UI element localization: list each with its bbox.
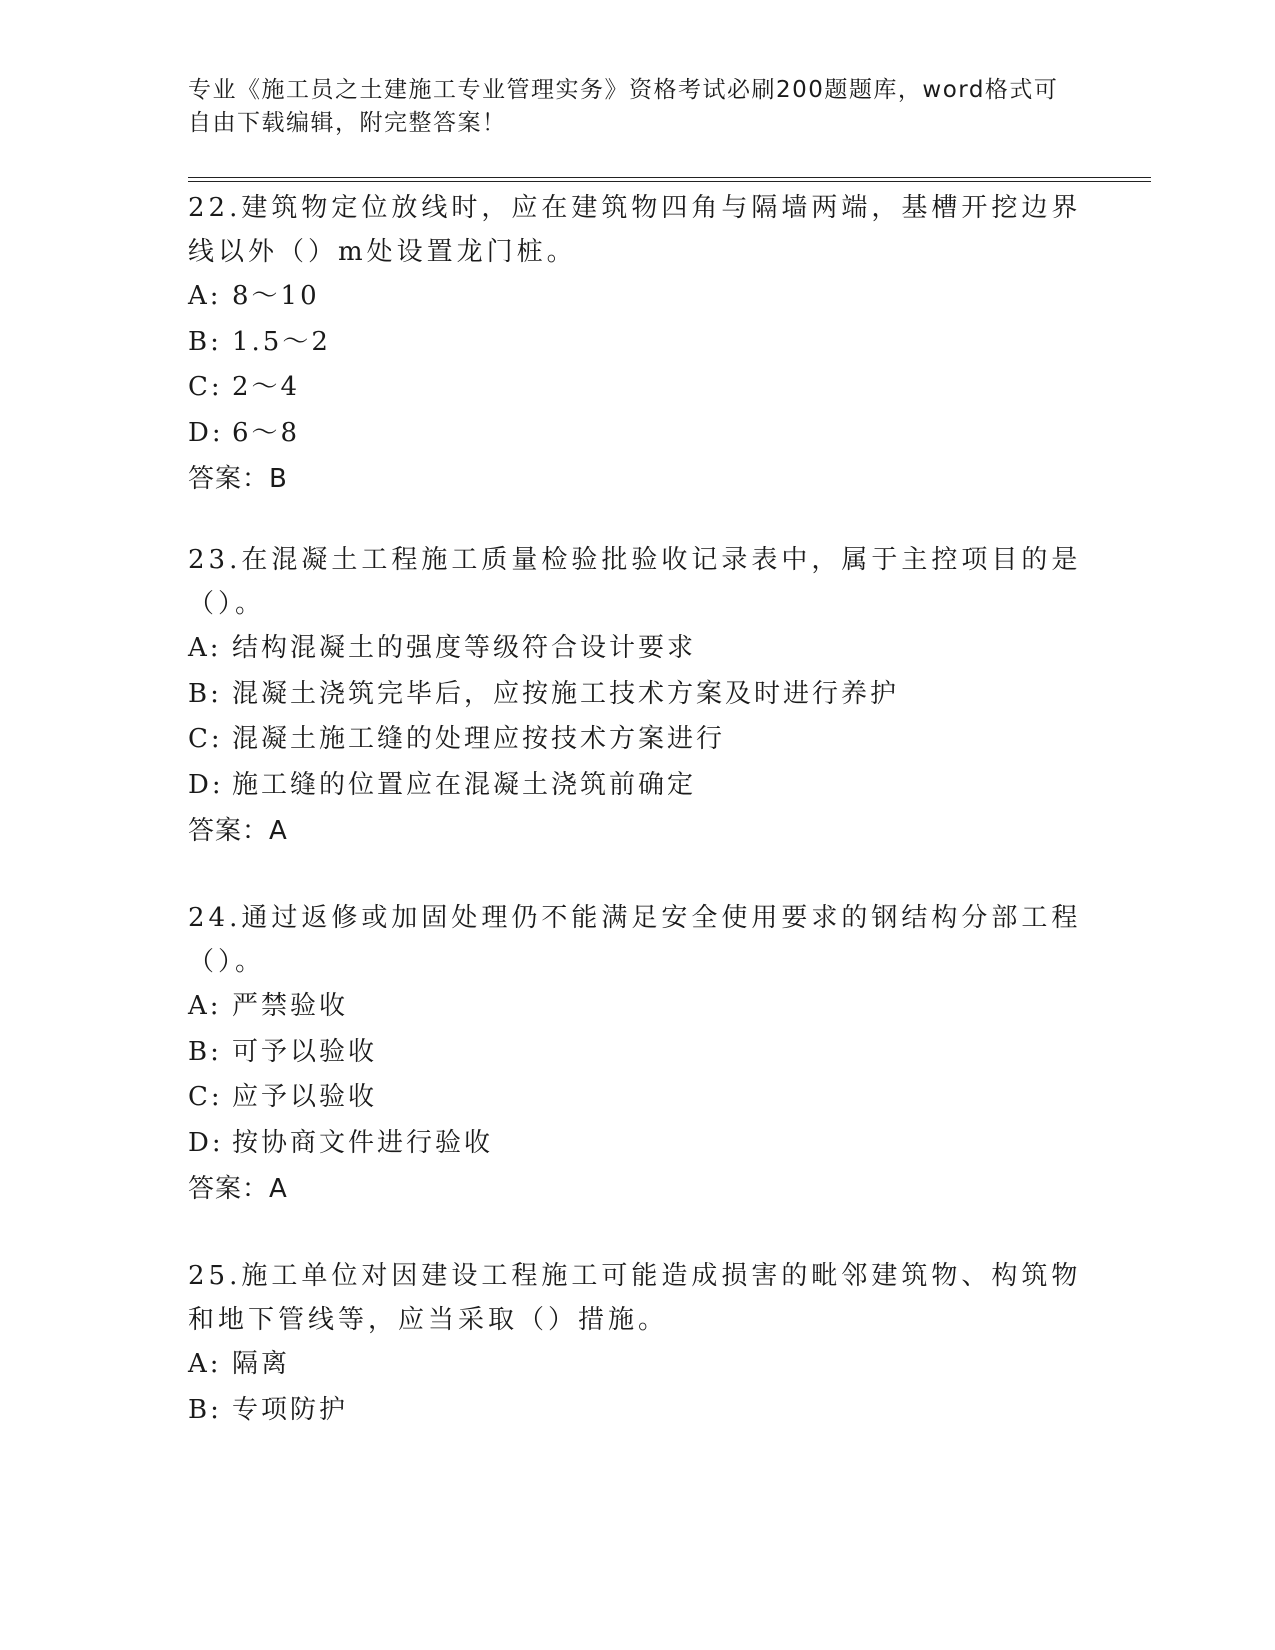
- option-text: 施工缝的位置应在混凝土浇筑前确定: [232, 769, 697, 800]
- option-c: [188, 365, 1088, 411]
- answer: 答案：B: [188, 464, 288, 494]
- option-text: 混凝土施工缝的处理应按技术方案进行: [232, 724, 726, 754]
- option-a: [188, 984, 1088, 1030]
- option-key: A:: [188, 991, 222, 1021]
- option-d: [188, 763, 1088, 809]
- question-23: [188, 538, 1088, 854]
- option-key: A:: [188, 1349, 222, 1379]
- option-key: D:: [188, 417, 224, 448]
- option-text: 结构混凝土的强度等级符合设计要求: [232, 633, 697, 663]
- answer: 答案：A: [188, 816, 288, 846]
- option-text: 隔离: [232, 1349, 291, 1379]
- option-d: [188, 411, 1088, 457]
- option-key: C:: [188, 372, 223, 402]
- question-24: [188, 896, 1088, 1212]
- question-text: 24.通过返修或加固处理仍不能满足安全使用要求的钢结构分部工程（）。: [188, 903, 1082, 977]
- option-key: C:: [188, 1082, 223, 1112]
- option-a: [188, 1342, 1088, 1388]
- option-d: [188, 1121, 1088, 1167]
- header-divider-top: [188, 177, 1151, 178]
- option-text: 可予以验收: [232, 1036, 378, 1067]
- option-text: 专项防护: [232, 1394, 349, 1425]
- question-25: [188, 1254, 1088, 1433]
- question-text: 22.建筑物定位放线时，应在建筑物四角与隔墙两端，基槽开挖边界线以外（）m处设置龙门桩。: [188, 193, 1082, 267]
- option-text: 混凝土浇筑完毕后，应按施工技术方案及时进行养护: [232, 678, 900, 709]
- option-b: [188, 672, 1088, 718]
- option-b: [188, 1388, 1088, 1434]
- option-key: B:: [188, 1394, 222, 1425]
- option-text: 严禁验收: [232, 991, 349, 1021]
- option-key: C:: [188, 724, 223, 754]
- option-text: 按协商文件进行验收: [232, 1127, 494, 1158]
- header-divider-bottom: [188, 181, 1151, 182]
- option-a: [188, 626, 1088, 672]
- option-key: D:: [188, 1127, 224, 1158]
- answer: 答案：A: [188, 1174, 288, 1204]
- option-text: 1.5～2: [232, 326, 331, 357]
- option-key: B:: [188, 678, 222, 709]
- header-line-2: 自由下载编辑，附完整答案！: [188, 110, 507, 136]
- document-header: [188, 74, 1088, 140]
- option-key: A:: [188, 281, 222, 311]
- option-text: 2～4: [232, 372, 301, 402]
- question-text: 23.在混凝土工程施工质量检验批验收记录表中，属于主控项目的是（）。: [188, 545, 1082, 619]
- question-text: 25.施工单位对因建设工程施工可能造成损害的毗邻建筑物、构筑物和地下管线等，应当采取（）措施。: [188, 1261, 1082, 1335]
- option-c: [188, 1075, 1088, 1121]
- header-line-1: 专业《施工员之土建施工专业管理实务》资格考试必刷200题题库，word格式可: [188, 77, 1059, 103]
- option-a: [188, 274, 1088, 320]
- option-key: B:: [188, 1036, 222, 1067]
- option-text: 6～8: [232, 417, 301, 448]
- option-text: 8～10: [232, 281, 320, 311]
- option-c: [188, 717, 1088, 763]
- option-b: [188, 320, 1088, 366]
- option-key: A:: [188, 633, 222, 663]
- option-text: 应予以验收: [232, 1082, 378, 1112]
- option-key: B:: [188, 326, 222, 357]
- option-key: D:: [188, 769, 224, 800]
- option-b: [188, 1030, 1088, 1076]
- question-22: [188, 186, 1088, 502]
